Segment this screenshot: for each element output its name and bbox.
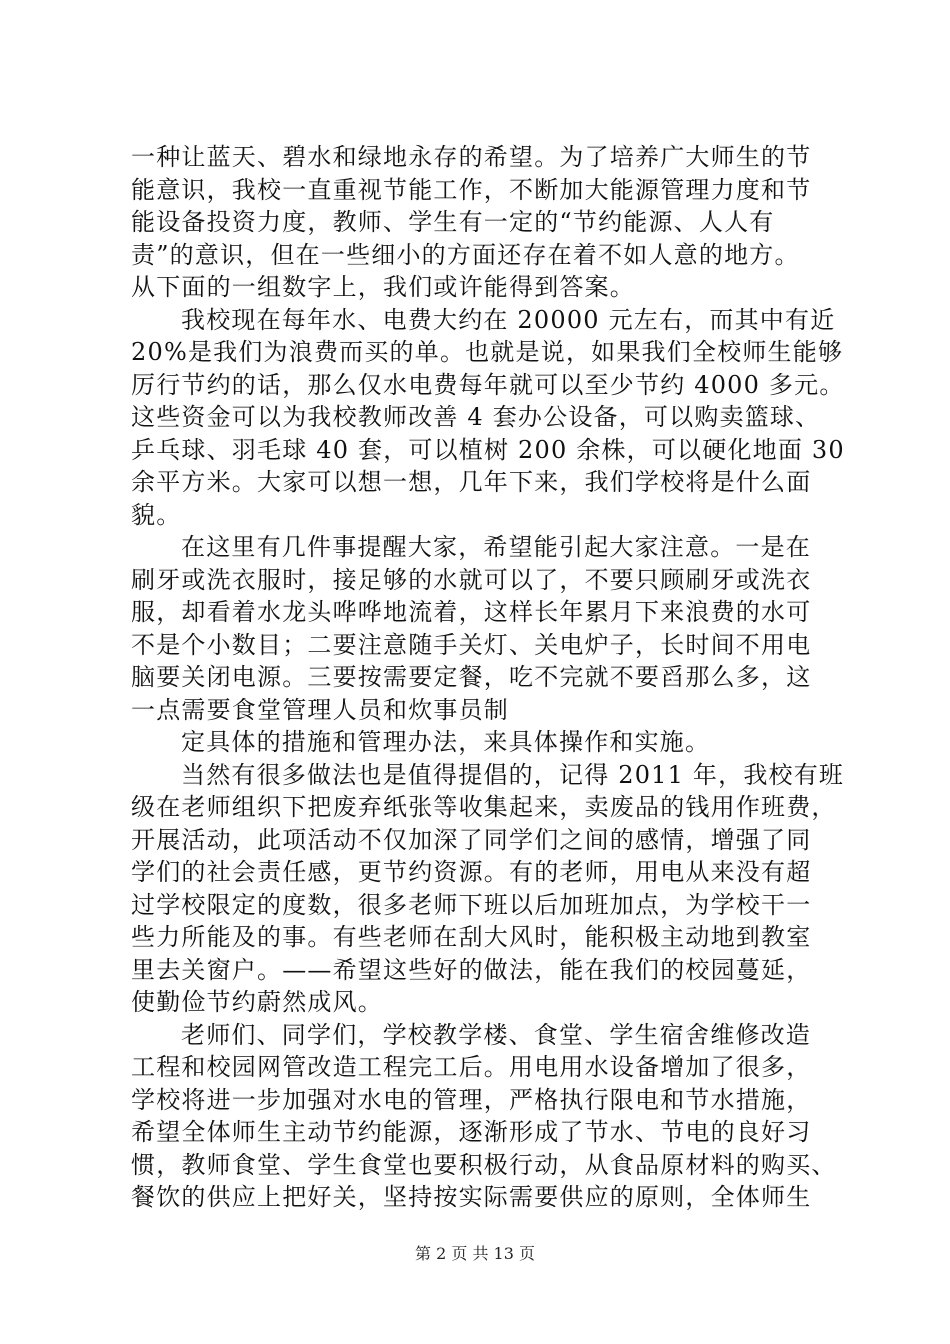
text-line: 工程和校园网管改造工程完工后。用电用水设备增加了很多， [131,1053,812,1081]
text-line: 惯，教师食堂、学生食堂也要积极行动，从食品原材料的购买、 [131,1150,837,1179]
text-line: 20%是我们为浪费而买的单。也就是说，如果我们全校师生能够 [131,338,844,366]
text-line: 当然有很多做法也是值得提倡的，记得 2011 年，我校有班 [181,760,845,789]
text-line: 刷牙或洗衣服时，接足够的水就可以了，不要只顾刷牙或洗衣 [131,565,812,594]
text-line: 过学校限定的度数，很多老师下班以后加班加点，为学校干一 [131,890,812,919]
text-line: 一种让蓝天、碧水和绿地永存的希望。为了培养广大师生的节 [131,143,812,171]
text-line: 不是个小数目；二要注意随手关灯、关电炉子，长时间不用电 [131,630,812,659]
text-line: 老师们、同学们，学校教学楼、食堂、学生宿舍维修改造 [181,1020,811,1049]
page-number: 第 2 页 共 13 页 [415,1244,535,1263]
text-line: 能设备投资力度，教师、学生有一定的“节约能源、人人有 [131,208,775,236]
text-line: 开展活动，此项活动不仅加深了同学们之间的感情，增强了同 [131,825,812,854]
text-line: 余平方米。大家可以想一想，几年下来，我们学校将是什么面 [131,468,812,496]
text-line: 乒乓球、羽毛球 40 套，可以植树 200 余株，可以硬化地面 30 [131,435,845,464]
text-line: 定具体的措施和管理办法，来具体操作和实施。 [181,728,711,756]
text-line: 一点需要食堂管理人员和炊事员制 [131,695,509,724]
text-line: 里去关窗户。——希望这些好的做法，能在我们的校园蔓延， [131,955,812,984]
text-line: 貌。 [131,500,182,529]
text-line: 从下面的一组数字上，我们或许能得到答案。 [131,273,635,301]
text-line: 脑要关闭电源。三要按需要定餐，吃不完就不要舀那么多，这 [131,663,812,691]
text-line: 学校将进一步加强对水电的管理，严格执行限电和节水措施， [131,1085,812,1114]
page-footer [0,1241,950,1264]
text-line: 学们的社会责任感，更节约资源。有的老师，用电从来没有超 [131,858,812,886]
text-line: 我校现在每年水、电费大约在 20000 元左右，而其中有近 [181,305,836,334]
body-text [131,141,845,1214]
text-line: 些力所能及的事。有些老师在刮大风时，能积极主动地到教室 [131,923,812,951]
text-line: 责”的意识，但在一些细小的方面还存在着不如人意的地方。 [131,240,800,269]
text-line: 厉行节约的话，那么仅水电费每年就可以至少节约 4000 多元。 [131,370,845,399]
text-line: 级在老师组织下把废弃纸张等收集起来，卖废品的钱用作班费， [131,793,837,821]
text-line: 希望全体师生主动节约能源，逐渐形成了节水、节电的良好习 [131,1118,812,1146]
text-line: 餐饮的供应上把好关，坚持按实际需要供应的原则，全体师生 [131,1183,812,1211]
text-line: 服，却看着水龙头哗哗地流着，这样长年累月下来浪费的水可 [131,598,812,626]
text-line: 在这里有几件事提醒大家，希望能引起大家注意。一是在 [181,533,811,561]
text-line: 这些资金可以为我校教师改善 4 套办公设备，可以购卖篮球、 [131,403,821,431]
text-line: 能意识，我校一直重视节能工作，不断加大能源管理力度和节 [131,175,812,204]
text-line: 使勤俭节约蔚然成风。 [131,988,383,1016]
